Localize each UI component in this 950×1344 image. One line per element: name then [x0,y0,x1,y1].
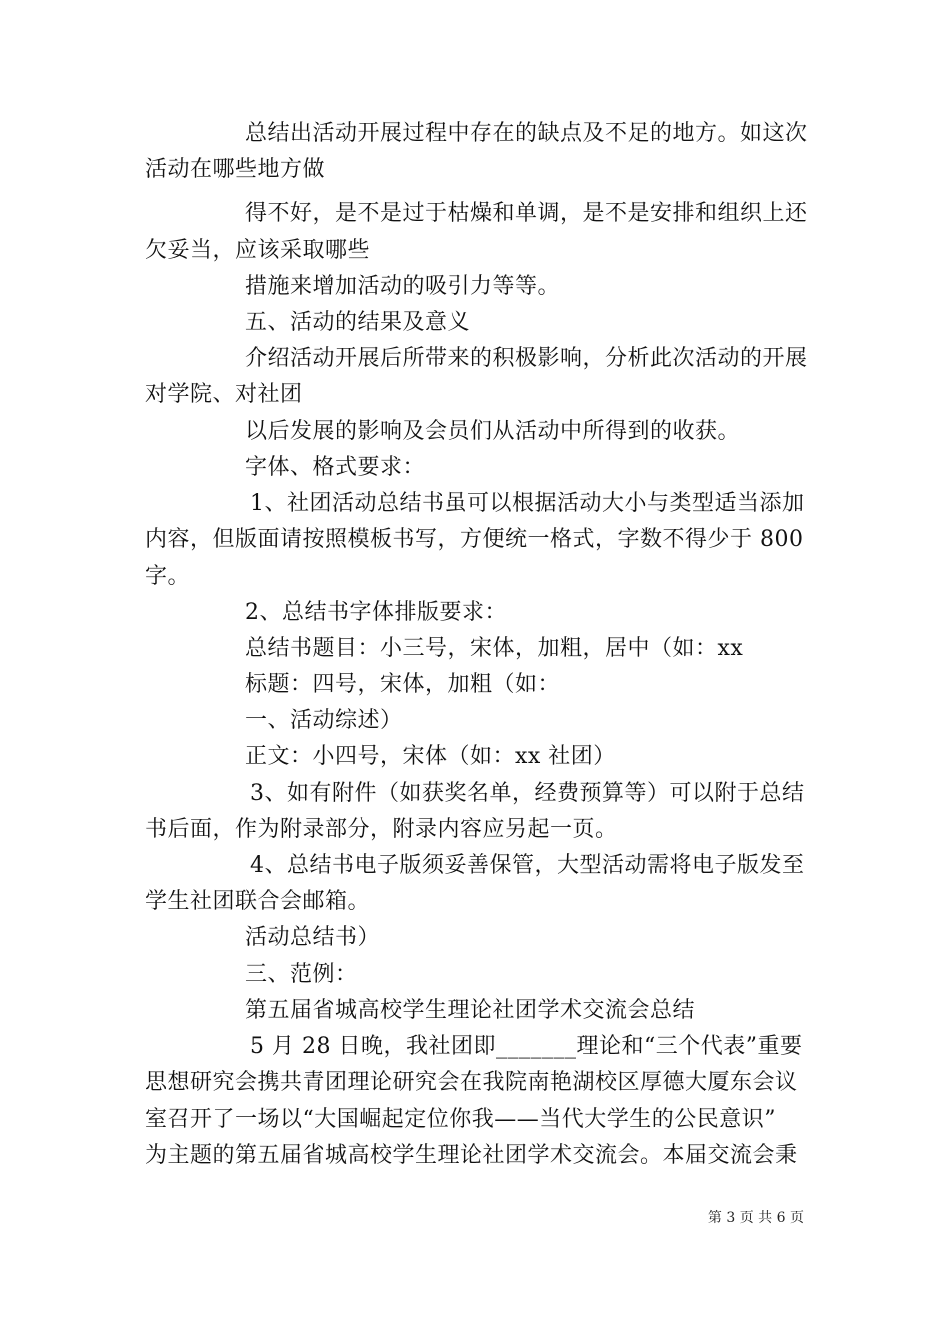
text-line: 1、社团活动总结书虽可以根据活动大小与类型适当添加 [250,491,805,516]
text-line: 内容，但版面请按照模板书写，方便统一格式，字数不得少于 800 [145,527,804,552]
text-line: 介绍活动开展后所带来的积极影响，分析此次活动的开展 [245,346,808,371]
text-line: 2、总结书字体排版要求： [245,600,507,625]
text-line: 书后面，作为附录部分，附录内容应另起一页。 [145,817,618,842]
text-line: 总结出活动开展过程中存在的缺点及不足的地方。如这次 [245,121,808,146]
text-line: 正文：小四号，宋体（如：xx 社团） [245,744,616,769]
text-line: 为主题的第五届省城高校学生理论社团学术交流会。本届交流会秉 [145,1143,798,1168]
text-line: 措施来增加活动的吸引力等等。 [245,274,561,299]
text-line: 活动在哪些地方做 [145,157,326,182]
text-line: 4、总结书电子版须妥善保管，大型活动需将电子版发至 [250,853,805,878]
text-line: 室召开了一场以“大国崛起定位你我——当代大学生的公民意识” [145,1107,776,1132]
text-line: 3、如有附件（如获奖名单，经费预算等）可以附于总结 [250,781,805,806]
text-line: 活动总结书） [245,925,381,950]
text-line: 字。 [145,564,191,589]
text-line: 欠妥当，应该采取哪些 [145,238,371,263]
section-heading: 字体、格式要求： [245,455,426,480]
example-title: 第五届省城高校学生理论社团学术交流会总结 [245,998,696,1023]
text-line: 以后发展的影响及会员们从活动中所得到的收获。 [245,419,741,444]
text-line: 总结书题目：小三号，宋体，加粗，居中（如：xx [245,636,744,661]
text-line: 思想研究会携共青团理论研究会在我院南艳湖校区厚德大厦东会议 [145,1070,798,1095]
text-line: 得不好，是不是过于枯燥和单调，是不是安排和组织上还 [245,201,808,226]
text-line: 标题：四号，宋体，加粗（如： [245,672,561,697]
page-number: 第 3 页 共 6 页 [707,1210,804,1226]
text-line: 学生社团联合会邮箱。 [145,889,371,914]
section-heading: 三、范例： [245,962,358,987]
text-line: 5 月 28 日晚，我社团即_______理论和“三个代表”重要 [250,1034,803,1059]
section-heading: 五、活动的结果及意义 [245,310,471,335]
text-line: 对学院、对社团 [145,382,303,407]
text-line: 一、活动综述） [245,708,403,733]
